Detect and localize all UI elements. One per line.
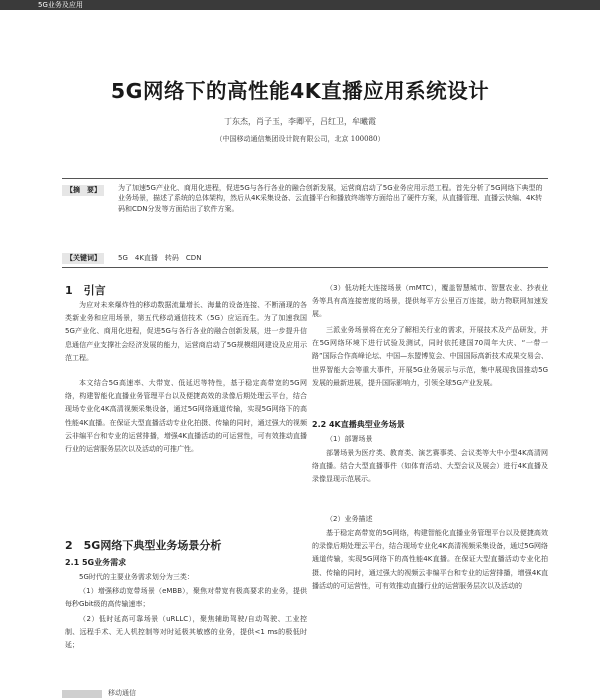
footer-journal-name: 移动通信 <box>108 689 136 697</box>
scenario-paragraph: 三派业务场景将在充分了解相关行业的需求，开展技术及产品研发，并在5G网络环境下进行试验及测试，同时依托建国70周年大庆、“一带一路”国际合作高峰论坛、中国—东盟博览会、中国国际高新技术成果交易会、世界智能大会等重大事件，开展5G业务展示与示范，集中展现我国推动5G发展的最新进展，提升国际影响力，引领全球5G产业发展。 <box>312 326 548 387</box>
deploy-scene-heading: （1）部署场景 <box>326 435 373 443</box>
mmtc-paragraph: （3）低功耗大连接场景（mMTC），覆盖智慧城市、智慧农业、抄表业务等具有高连接密度的场景，提供每平方公里百万连接，助力物联网加速发展。 <box>312 284 548 319</box>
section-1-heading: 1 引言 <box>65 284 106 297</box>
urllc-paragraph: （2）低时延高可靠场景（uRLLC），聚焦辅助驾驶/自动驾驶、工业控制、远程手术、无人机控制等对时延极其敏感的业务，提供<1 ms的极低时延； <box>65 615 307 650</box>
abstract-box <box>62 178 548 268</box>
deploy-scene-paragraph: 部署场景为医疗类、教育类、演艺赛事类、会议类等大中小型4K高清网络直播。结合大型直播事件（如体育活动、大型会议及展会）进行4K直播及录像显现示范展示。 <box>312 449 548 484</box>
requirements-intro: 5G时代的主要业务需求划分为三类： <box>79 573 194 581</box>
section-2-2-heading: 2.2 4K直播典型业务场景 <box>312 420 405 429</box>
abstract-text: 为了加速5G产业化、商用化进程，促进5G与各行各业的融合创新发展，运营商启动了5G业务应用示范工程。首先分析了5G网络下典型的业务场景，描述了系统的总体架构，然后从4K采集设备、云直播平台和播放终端等方面给出了硬件方案，从直播管理、直播云快编、4K转码和CDN分发等方面给出了软件方案。 <box>118 184 543 213</box>
affiliation-line: （中国移动通信集团设计院有限公司，北京 100080） <box>215 135 385 143</box>
paper-title: 5G网络下的高性能4K直播应用系统设计 <box>110 79 490 103</box>
service-desc-heading: （2）业务描述 <box>326 515 373 523</box>
section-header-bar <box>0 0 600 10</box>
keywords-text: 5G 4K直播 转码 CDN <box>118 254 202 262</box>
section-2-heading: 2 5G网络下典型业务场景分析 <box>65 539 222 552</box>
authors-line: 丁东杰，肖子玉，李卿平，吕红卫，牟曦霞 <box>224 117 376 126</box>
footer-page-tab <box>62 690 102 698</box>
intro-paragraph-2: 本文结合5G高速率、大带宽、低延迟等特性，基于稳定高带宽的5G网络，构建智能化直播业务管理平台以及便捷高效的录像后期处理云平台，结合现场专业化4K高清视频采集设备，通过5G网络通道传输，实现5G网络下的高性能4K直播。在保证大型直播活动专业化拍摄、传输的同时，通过强大的视频云非编平台和专业的运营排播，增强4K直播活动的可运营性，可有效推动直播行业的运营服务层次以及活动的可推广性。 <box>65 379 307 454</box>
service-desc-paragraph: 基于稳定高带宽的5G网络，构建智能化直播业务管理平台以及便捷高效的录像后期处理云平台，结合现场专业化4K高清视频采集设备，通过5G网络通道传输，实现5G网络下的高性能4K直播。在保证大型直播活动专业化拍摄、传输的同时，通过强大的视频云非编平台和专业的运营排播，增强4K直播活动的可运营性，可有效推动直播行业的运营服务层次以及活动的 <box>312 529 548 590</box>
keywords-label: 【关键词】 <box>62 253 104 264</box>
intro-paragraph-1: 为应对未来爆炸性的移动数据流量增长、海量的设备连接、不断涌现的各类新业务和应用场景，第五代移动通信技术（5G）应运而生。为了加速我国5G产业化、商用化进程，促进5G与各行各业的融合创新发展，进一步提升信息通信产业支撑社会经济发展的能力，运营商启动了5G规模组网建设及应用示范工程。 <box>65 301 307 362</box>
section-label: 5G业务及应用 <box>38 1 83 9</box>
abstract-label: 【摘 要】 <box>62 185 104 196</box>
section-2-1-heading: 2.1 5G业务需求 <box>65 558 127 567</box>
embb-paragraph: （1）增强移动宽带场景（eMBB），聚焦对带宽有极高要求的业务，提供每秒Gbit级的高传输速率； <box>65 587 307 609</box>
